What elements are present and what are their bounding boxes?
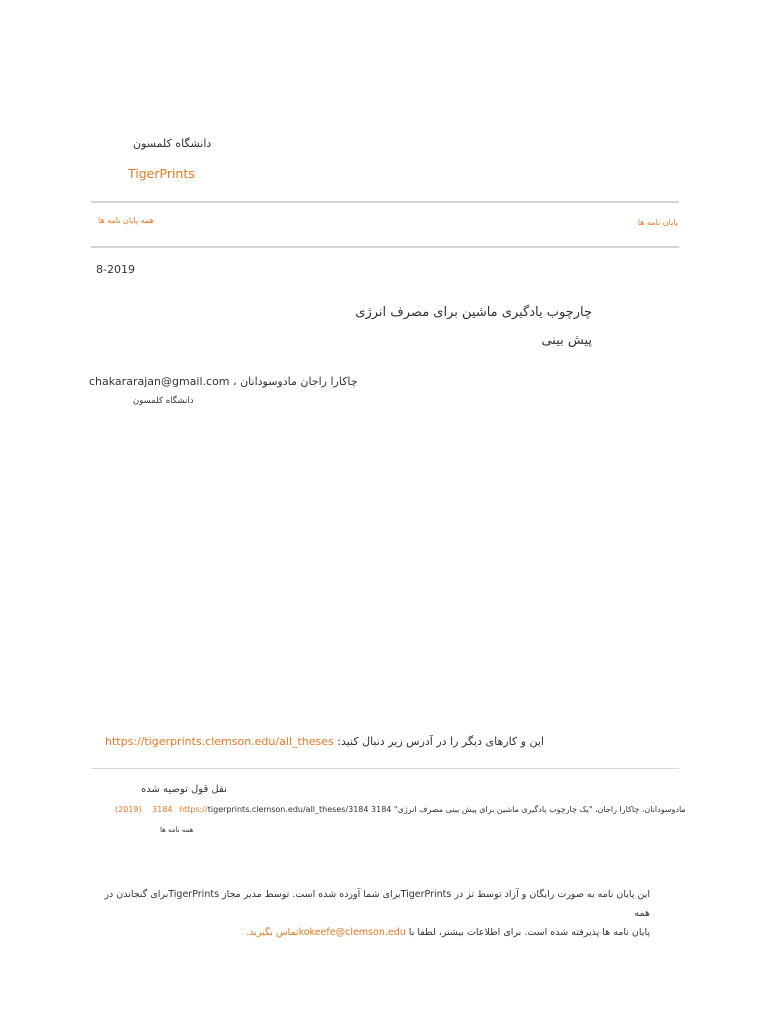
author-line [89,375,358,388]
citation-line [115,805,686,814]
footer-line-1 [100,885,650,923]
paper-title-continued: پیش بینی [541,333,592,348]
citation-url-scheme[interactable]: https:// [179,805,208,814]
citation-number[interactable]: 3184 [152,805,173,814]
contact-text: تماس بگیرید. [246,927,299,938]
author-separator: ، [233,375,237,388]
tigerprints-brand: TigerPrints [168,889,220,900]
tigerprints-brand: TigerPrints [400,889,452,900]
all-theses-link[interactable]: همه پایان نامه ها [98,216,154,225]
paper-title: چارچوب یادگیری ماشین برای مصرف انرژی [355,305,592,320]
footer-text: این پایان نامه به صورت رایگان و آزاد توسط تز در [454,889,650,900]
author-name: چاکارا راجان مادوسودانان [240,375,358,388]
footer-line-2 [100,923,650,942]
author-email: chakararajan@gmail.com [89,375,230,388]
citation-tag: همه نامه ها [160,826,194,834]
top-divider [91,201,679,203]
follow-text: این و کارهای دیگر را در آدرس زیر دنبال کنید: [337,735,544,748]
citation-year[interactable]: (2019) [115,805,142,814]
footer-notice [100,885,650,942]
author-affiliation: دانشگاه کلمسون [133,396,194,406]
contact-email-link[interactable]: kokeefe@clemson.edu [298,927,406,938]
footer-text: برای شما آورده شده است. توسط مدیر مجاز [222,889,401,900]
nav-divider [91,246,679,248]
theses-link[interactable]: پایان نامه ها [637,218,678,227]
citation-url[interactable]: tigerprints.clemson.edu/all_theses/3184 [207,805,369,814]
all-theses-url-link[interactable]: https://tigerprints.clemson.edu/all_theses [105,735,334,748]
citation-text: مادوسودانان، چاکارا راجان، "یک چارچوب یادگیری ماشین برای پیش بینی مصرف انرژی" 3184 [371,805,686,814]
footer-text: برای گنجاندن در همه [104,889,650,919]
recommended-citation-heading: نقل قول توصیه شده [141,784,227,795]
institution-name: دانشگاه کلمسون [133,137,212,150]
tigerprints-link[interactable]: TigerPrints [128,166,195,181]
publication-date: 8-2019 [96,263,135,276]
footer-text: پایان نامه ها پذیرفته شده است. برای اطلاعات بیشتر، لطفا با [408,927,650,938]
citation-divider [91,768,679,769]
follow-line [105,735,544,748]
